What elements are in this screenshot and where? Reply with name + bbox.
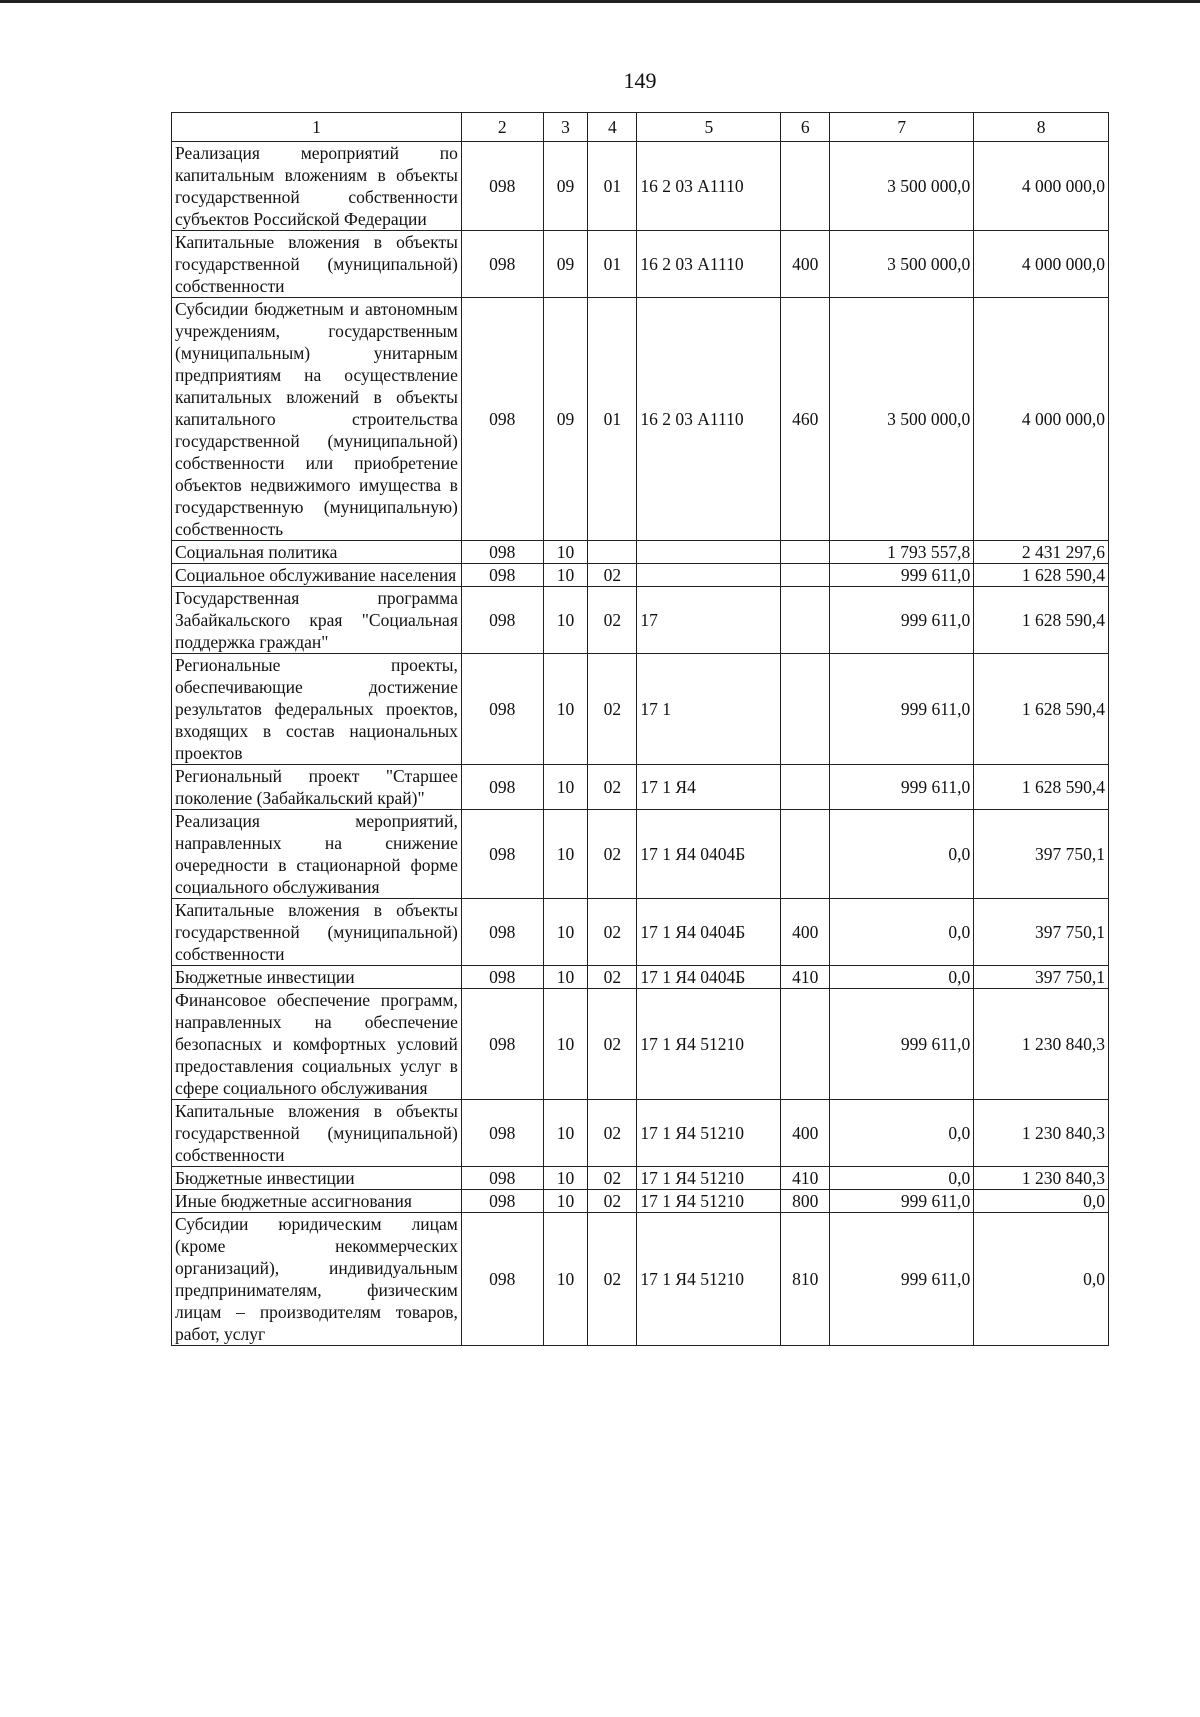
header-row [172,113,1109,142]
page-number: 149 [623,68,657,93]
expense-type-cell [781,541,830,564]
expense-type-cell [781,654,830,765]
admin-code-cell: 098 [461,587,543,654]
section-code-cell: 10 [543,989,588,1100]
expense-type-cell: 400 [781,231,830,298]
subsection-code-cell: 02 [588,1190,637,1213]
sum-year-2-cell: 397 750,1 [974,966,1109,989]
expense-type-cell: 800 [781,1190,830,1213]
row-name-cell: Реализация мероприятий по капитальным вложениям в объекты государственной собственности субъектов Российской Федерации [172,142,462,231]
row-name-cell: Иные бюджетные ассигнования [172,1190,462,1213]
column-header: 2 [461,113,543,142]
sum-year-1-cell: 999 611,0 [830,654,974,765]
admin-code-cell: 098 [461,231,543,298]
section-code-cell: 10 [543,654,588,765]
target-article-cell: 16 2 03 А1110 [637,231,781,298]
subsection-code-cell: 01 [588,142,637,231]
admin-code-cell: 098 [461,541,543,564]
column-header: 8 [974,113,1109,142]
expense-type-cell [781,765,830,810]
target-article-cell: 17 1 Я4 0404Б [637,966,781,989]
subsection-code-cell: 02 [588,564,637,587]
row-name-cell: Государственная программа Забайкальского края "Социальная поддержка граждан" [172,587,462,654]
sum-year-2-cell: 397 750,1 [974,899,1109,966]
column-header: 1 [172,113,462,142]
target-article-cell: 17 1 Я4 [637,765,781,810]
target-article-cell: 17 1 Я4 51210 [637,1190,781,1213]
sum-year-1-cell: 3 500 000,0 [830,298,974,541]
sum-year-1-cell: 0,0 [830,899,974,966]
table-row [172,810,1109,899]
sum-year-1-cell: 1 793 557,8 [830,541,974,564]
target-article-cell: 17 1 Я4 51210 [637,1167,781,1190]
sum-year-1-cell: 999 611,0 [830,564,974,587]
subsection-code-cell: 01 [588,231,637,298]
admin-code-cell: 098 [461,810,543,899]
sum-year-2-cell: 397 750,1 [974,810,1109,899]
expense-type-cell: 410 [781,966,830,989]
sum-year-1-cell: 999 611,0 [830,989,974,1100]
column-header: 4 [588,113,637,142]
row-name-cell: Социальное обслуживание населения [172,564,462,587]
sum-year-2-cell: 2 431 297,6 [974,541,1109,564]
table-row [172,899,1109,966]
sum-year-2-cell: 4 000 000,0 [974,298,1109,541]
admin-code-cell: 098 [461,1100,543,1167]
sum-year-2-cell: 1 230 840,3 [974,1100,1109,1167]
section-code-cell: 10 [543,1100,588,1167]
table-row [172,989,1109,1100]
section-code-cell: 10 [543,899,588,966]
sum-year-2-cell: 0,0 [974,1213,1109,1346]
sum-year-1-cell: 999 611,0 [830,1213,974,1346]
table-row [172,231,1109,298]
section-code-cell: 10 [543,966,588,989]
row-name-cell: Региональные проекты, обеспечивающие достижение результатов федеральных проектов, входящих в состав национальных проектов [172,654,462,765]
table-row [172,587,1109,654]
section-code-cell: 10 [543,810,588,899]
subsection-code-cell: 02 [588,587,637,654]
expense-type-cell [781,989,830,1100]
expense-type-cell: 400 [781,1100,830,1167]
subsection-code-cell: 02 [588,989,637,1100]
table-row [172,541,1109,564]
target-article-cell: 16 2 03 А1110 [637,142,781,231]
target-article-cell: 17 1 Я4 51210 [637,1213,781,1346]
target-article-cell: 17 1 Я4 51210 [637,1100,781,1167]
table-row [172,298,1109,541]
row-name-cell: Субсидии бюджетным и автономным учреждениям, государственным (муниципальным) унитарным предприятиям на осуществление капитальных вложений в объекты капитального строительства государственной (муниципальной) собственности или приобретение объектов недвижимого имущества в государственную (муниципальную) собственность [172,298,462,541]
sum-year-1-cell: 3 500 000,0 [830,142,974,231]
top-rule [0,0,1200,3]
section-code-cell: 09 [543,231,588,298]
target-article-cell: 17 [637,587,781,654]
sum-year-2-cell: 4 000 000,0 [974,142,1109,231]
section-code-cell: 09 [543,298,588,541]
table-row [172,1213,1109,1346]
sum-year-2-cell: 1 628 590,4 [974,587,1109,654]
column-header: 6 [781,113,830,142]
sum-year-2-cell: 1 628 590,4 [974,564,1109,587]
budget-table [171,112,1109,1346]
admin-code-cell: 098 [461,1190,543,1213]
sum-year-1-cell: 999 611,0 [830,1190,974,1213]
subsection-code-cell: 02 [588,1100,637,1167]
sum-year-2-cell: 0,0 [974,1190,1109,1213]
expense-type-cell: 400 [781,899,830,966]
subsection-code-cell: 01 [588,298,637,541]
sum-year-2-cell: 1 628 590,4 [974,765,1109,810]
table-body [172,142,1109,1346]
table-row [172,142,1109,231]
sum-year-2-cell: 1 230 840,3 [974,989,1109,1100]
admin-code-cell: 098 [461,966,543,989]
admin-code-cell: 098 [461,899,543,966]
table-row [172,1100,1109,1167]
expense-type-cell: 810 [781,1213,830,1346]
sum-year-1-cell: 0,0 [830,1100,974,1167]
row-name-cell: Капитальные вложения в объекты государственной (муниципальной) собственности [172,1100,462,1167]
column-header: 7 [830,113,974,142]
target-article-cell: 17 1 [637,654,781,765]
row-name-cell: Капитальные вложения в объекты государственной (муниципальной) собственности [172,231,462,298]
row-name-cell: Бюджетные инвестиции [172,1167,462,1190]
table-row [172,654,1109,765]
table-row [172,765,1109,810]
section-code-cell: 10 [543,1190,588,1213]
subsection-code-cell: 02 [588,1213,637,1346]
admin-code-cell: 098 [461,142,543,231]
expense-type-cell: 460 [781,298,830,541]
expense-type-cell [781,142,830,231]
column-header: 5 [637,113,781,142]
target-article-cell [637,541,781,564]
target-article-cell: 17 1 Я4 51210 [637,989,781,1100]
section-code-cell: 09 [543,142,588,231]
sum-year-2-cell: 4 000 000,0 [974,231,1109,298]
sum-year-1-cell: 0,0 [830,1167,974,1190]
admin-code-cell: 098 [461,298,543,541]
sum-year-1-cell: 999 611,0 [830,765,974,810]
admin-code-cell: 098 [461,765,543,810]
section-code-cell: 10 [543,564,588,587]
sum-year-1-cell: 999 611,0 [830,587,974,654]
table-row [172,1190,1109,1213]
column-header: 3 [543,113,588,142]
subsection-code-cell: 02 [588,765,637,810]
row-name-cell: Субсидии юридическим лицам (кроме некоммерческих организаций), индивидуальным предпринимателям, физическим лицам – производителям товаров, работ, услуг [172,1213,462,1346]
section-code-cell: 10 [543,1213,588,1346]
subsection-code-cell: 02 [588,899,637,966]
admin-code-cell: 098 [461,564,543,587]
sum-year-2-cell: 1 230 840,3 [974,1167,1109,1190]
sum-year-1-cell: 3 500 000,0 [830,231,974,298]
table-row [172,564,1109,587]
expense-type-cell: 410 [781,1167,830,1190]
section-code-cell: 10 [543,1167,588,1190]
expense-type-cell [781,810,830,899]
target-article-cell: 17 1 Я4 0404Б [637,899,781,966]
section-code-cell: 10 [543,541,588,564]
row-name-cell: Капитальные вложения в объекты государственной (муниципальной) собственности [172,899,462,966]
admin-code-cell: 098 [461,1167,543,1190]
sum-year-2-cell: 1 628 590,4 [974,654,1109,765]
table-row [172,1167,1109,1190]
subsection-code-cell: 02 [588,654,637,765]
sum-year-1-cell: 0,0 [830,966,974,989]
subsection-code-cell [588,541,637,564]
sum-year-1-cell: 0,0 [830,810,974,899]
admin-code-cell: 098 [461,989,543,1100]
table-row [172,966,1109,989]
target-article-cell [637,564,781,587]
expense-type-cell [781,587,830,654]
target-article-cell: 16 2 03 А1110 [637,298,781,541]
section-code-cell: 10 [543,765,588,810]
row-name-cell: Региональный проект "Старшее поколение (Забайкальский край)" [172,765,462,810]
section-code-cell: 10 [543,587,588,654]
expense-type-cell [781,564,830,587]
row-name-cell: Бюджетные инвестиции [172,966,462,989]
subsection-code-cell: 02 [588,1167,637,1190]
row-name-cell: Реализация мероприятий, направленных на снижение очередности в стационарной форме социального обслуживания [172,810,462,899]
subsection-code-cell: 02 [588,966,637,989]
admin-code-cell: 098 [461,654,543,765]
subsection-code-cell: 02 [588,810,637,899]
row-name-cell: Финансовое обеспечение программ, направленных на обеспечение безопасных и комфортных условий предоставления социальных услуг в сфере социального обслуживания [172,989,462,1100]
row-name-cell: Социальная политика [172,541,462,564]
target-article-cell: 17 1 Я4 0404Б [637,810,781,899]
admin-code-cell: 098 [461,1213,543,1346]
